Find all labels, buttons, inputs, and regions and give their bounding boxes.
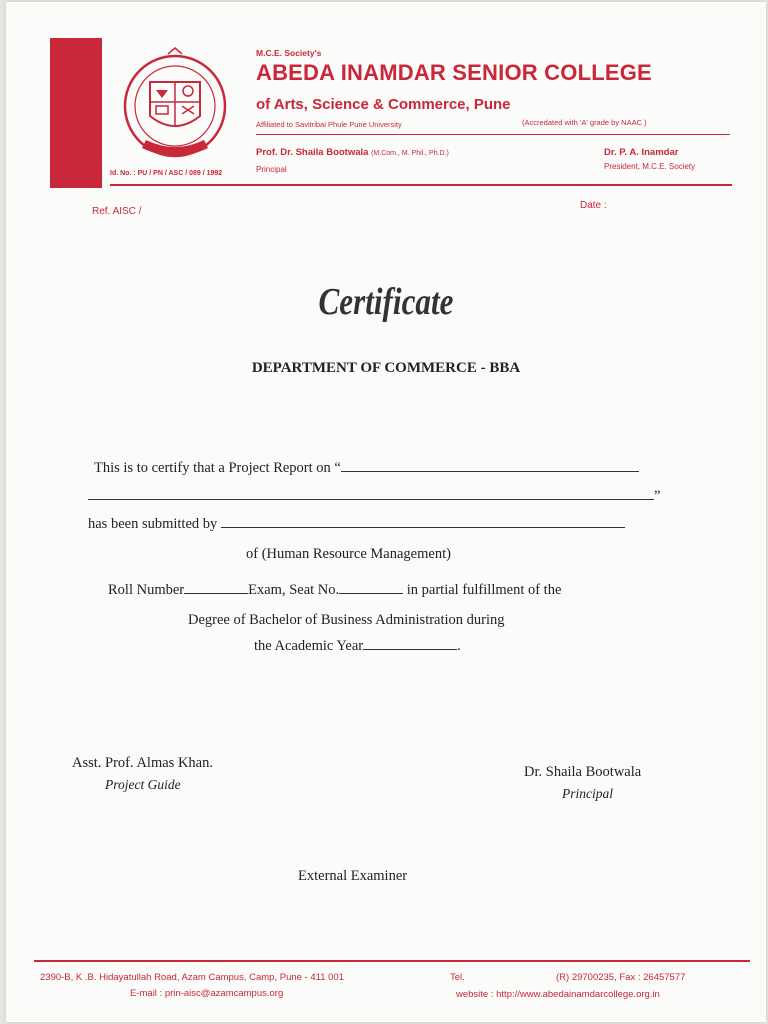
exam-seat-label: Exam, Seat No. — [248, 582, 340, 598]
external-examiner: External Examiner — [298, 868, 408, 884]
project-title-blank-2 — [88, 499, 654, 500]
seat-number-blank — [339, 593, 403, 594]
certify-text: This is to certify that a Project Report on “ — [94, 460, 341, 476]
footer-email: E-mail : prin-aisc@azamcampus.org — [130, 988, 284, 999]
student-name-blank — [221, 527, 625, 528]
principal-name-text: Prof. Dr. Shaila Bootwala — [256, 147, 369, 158]
date-label: Date : — [580, 200, 607, 211]
project-title-blank-1 — [341, 471, 639, 472]
footer-rule — [34, 960, 750, 962]
guide-role: Project Guide — [105, 777, 181, 792]
academic-year-label: the Academic Year — [254, 638, 364, 654]
submitted-by-line — [88, 516, 625, 533]
letterhead-president-name: Dr. P. A. Inamdar — [604, 147, 679, 158]
letterhead-president-role: President, M.C.E. Society — [604, 162, 696, 171]
registration-number: Id. No. : PU / PN / ASC / 089 / 1992 — [110, 170, 223, 177]
reference-label: Ref. AISC / — [92, 206, 142, 217]
college-subtitle: of Arts, Science & Commerce, Pune — [256, 96, 511, 113]
principal-qualifications: (M.Com., M. Phil., Ph.D.) — [371, 150, 449, 157]
principal-signature-role: Principal — [562, 786, 613, 801]
closing-quote: ” — [654, 488, 661, 504]
guide-name: Asst. Prof. Almas Khan. — [72, 755, 213, 771]
letterhead-principal-name — [256, 147, 449, 158]
academic-year-blank — [363, 649, 457, 650]
society-name: M.C.E. Society's — [256, 48, 322, 58]
letterhead-principal-role: Principal — [256, 165, 287, 174]
principal-signature-name: Dr. Shaila Bootwala — [524, 764, 642, 780]
roll-number-blank — [184, 593, 248, 594]
college-seal-logo — [110, 44, 240, 172]
project-title-line-1 — [94, 460, 639, 477]
roll-seat-line — [108, 582, 561, 599]
affiliation-text: Affiliated to Savitribai Phule Pune University — [256, 120, 402, 129]
academic-year-period: . — [457, 638, 461, 654]
certificate-title: Certificate — [318, 281, 454, 323]
footer-tel-label: Tel. — [450, 972, 465, 983]
specialization-line: of (Human Resource Management) — [246, 546, 451, 562]
college-name: ABEDA INAMDAR SENIOR COLLEGE — [256, 60, 652, 85]
roll-number-label: Roll Number — [108, 582, 185, 598]
certificate-page — [6, 2, 766, 1022]
footer-website: website : http://www.abedainamdarcollege.org.in — [456, 989, 660, 1000]
submitted-by-text: has been submitted by — [88, 516, 218, 532]
degree-line: Degree of Bachelor of Business Administration during — [188, 612, 505, 628]
letterhead-divider — [256, 134, 730, 135]
accreditation-text: (Accredated with 'A' grade by NAAC ) — [522, 118, 647, 127]
footer-address: 2390-B, K .B. Hidayatullah Road, Azam Campus, Camp, Pune - 411 001 — [40, 972, 344, 983]
fulfillment-text: in partial fulfillment of the — [406, 582, 562, 598]
letterhead-red-bar — [50, 38, 102, 188]
project-title-line-2 — [88, 488, 660, 505]
footer-phone-fax: (R) 29700235, Fax : 26457577 — [556, 972, 686, 983]
department-heading: DEPARTMENT OF COMMERCE - BBA — [251, 360, 521, 376]
letterhead-bottom-rule — [110, 184, 732, 186]
academic-year-line — [254, 638, 461, 655]
